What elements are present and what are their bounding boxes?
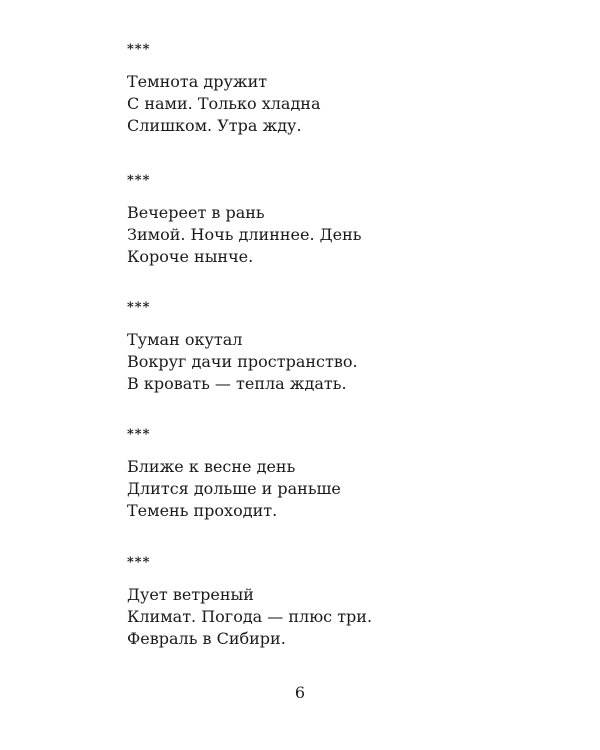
poem-line: Зимой. Ночь длиннее. День — [127, 225, 362, 244]
poem-line: Туман окутал — [127, 330, 243, 349]
poem-separator: *** — [127, 173, 151, 188]
poem-2 — [127, 174, 547, 268]
page-number: 6 — [294, 683, 306, 702]
poem-separator: *** — [127, 42, 151, 57]
poem-line: В кровать — тепла ждать. — [127, 374, 347, 393]
poem-line: Дует ветреный — [127, 585, 254, 604]
poem-line: Февраль в Сибири. — [127, 629, 286, 648]
poem-line: Вечереет в рань — [127, 203, 265, 222]
poem-line: Короче нынче. — [127, 247, 254, 266]
poem-line: Темень проходит. — [127, 501, 278, 520]
poem-line: Длится дольше и раньше — [127, 479, 341, 498]
poem-separator: *** — [127, 427, 151, 442]
poem-line: Ближе к весне день — [127, 457, 296, 476]
poem-line: Вокруг дачи пространство. — [127, 352, 358, 371]
poem-separator: *** — [127, 555, 151, 570]
poem-line: Слишком. Утра жду. — [127, 116, 302, 135]
poem-line: С нами. Только хладна — [127, 94, 321, 113]
poem-separator: *** — [127, 300, 151, 315]
poem-5 — [127, 556, 547, 650]
poem-4 — [127, 428, 547, 522]
poem-3 — [127, 301, 547, 395]
poem-1 — [127, 43, 547, 137]
poem-line: Климат. Погода — плюс три. — [127, 607, 373, 626]
poem-line: Темнота дружит — [127, 72, 268, 91]
